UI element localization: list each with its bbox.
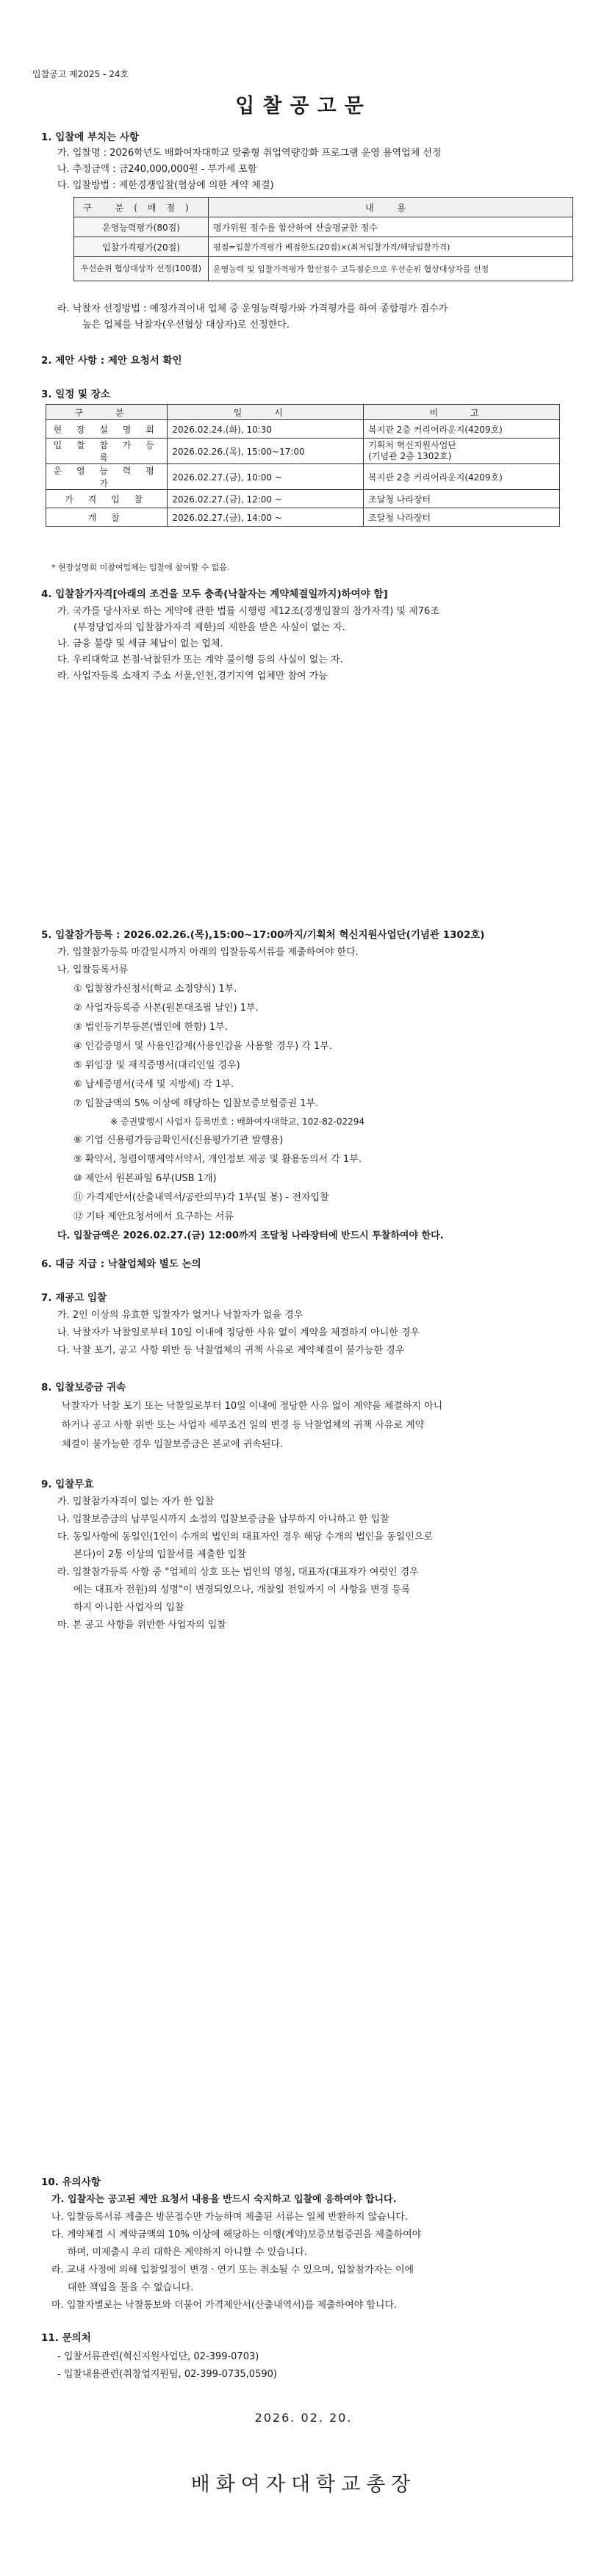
schedule-row-note: 복지관 2층 커리어라운지(4209호) <box>364 420 560 439</box>
s8-line1: 낙찰자가 낙찰 포기 또는 낙찰일로부터 10일 이내에 정당한 사유 없이 계약을 체결하지 아니 <box>62 1401 443 1412</box>
eval-row-value: 평가위원 점수를 합산하여 산술평균한 점수 <box>209 217 573 237</box>
s9-item-c-line2: 본다)이 2통 이상의 입찰서를 제출한 입찰 <box>73 1549 246 1560</box>
schedule-row-note: 조달청 나라장터 <box>364 508 560 527</box>
eval-row-key: 운영능력평가(80점) <box>74 217 209 237</box>
s4-item-a-line1: 가. 국가를 당사자로 하는 계약에 관한 법률 시행령 제12조(경쟁입찰의 참가자격) 및 제76조 <box>57 606 439 617</box>
section-3-heading: 3. 일정 및 장소 <box>41 389 110 400</box>
s5-doc-item: ② 사업자등록증 사본(원본대조필 날인) 1부. <box>73 1003 259 1014</box>
section-8-heading: 8. 입찰보증금 귀속 <box>41 1382 126 1393</box>
schedule-row-datetime: 2026.02.27.(금), 12:00 ~ <box>168 490 364 508</box>
s5-doc-item: ⑤ 위임장 및 재직증명서(대리인일 경우) <box>73 1060 240 1071</box>
schedule-header-category: 구 분 <box>46 405 168 420</box>
schedule-row-note: 조달청 나라장터 <box>364 490 560 508</box>
section-5-heading: 5. 입찰참가등록 : 2026.02.26.(목),15:00~17:00까지/기획처 혁신지원사업단(기념관 1302호) <box>41 929 485 941</box>
notice-date: 2026. 02. 20. <box>254 2411 353 2425</box>
schedule-table <box>46 404 560 527</box>
s5-doc-item: ① 입찰참가신청서(학교 소정양식) 1부. <box>73 984 237 995</box>
s10-item-c-line1: 다. 계약체결 시 계약금액의 10% 이상에 해당하는 이행(계약)보증보험증권을 제출하여야 <box>51 2229 422 2240</box>
s4-item-b: 나. 금융 불량 및 세금 체납이 없는 업체. <box>57 638 223 649</box>
evaluation-table <box>73 197 573 281</box>
schedule-header-note: 비 고 <box>364 405 560 420</box>
document-number: 입찰공고 제2025 - 24호 <box>32 69 129 79</box>
s9-item-a: 가. 입찰참가자격이 없는 자가 한 입찰 <box>57 1496 215 1507</box>
s1-item-b: 나. 추정금액 : 금240,000,000원 - 부가세 포함 <box>57 164 257 175</box>
s7-item-a: 가. 2인 이상의 유효한 입찰자가 없거나 낙찰자가 없을 경우 <box>57 1310 304 1321</box>
s5-item-a: 가. 입찰참가등록 마감일시까지 아래의 입찰등록서류를 제출하여야 한다. <box>57 947 359 958</box>
s5-doc-item: ④ 인감증명서 및 사용인감계(사용인감을 사용할 경우) 각 1부. <box>73 1041 332 1052</box>
schedule-row-category: 현 장 설 명 회 <box>46 420 168 439</box>
section-7-heading: 7. 재공고 입찰 <box>41 1292 107 1304</box>
s4-item-c: 다. 우리대학교 본점·낙찰된가 또는 계약 불이행 등의 사실이 없는 자. <box>57 654 343 665</box>
s10-item-e: 마. 입찰자별로는 낙찰통보와 더불어 가격제안서(산출내역서)를 제출하여야 합니다. <box>51 2300 398 2311</box>
section-10-heading: 10. 유의사항 <box>41 2176 101 2188</box>
s8-line3: 체결이 불가능한 경우 입찰보증금은 본교에 귀속된다. <box>62 1439 284 1450</box>
schedule-row-datetime: 2026.02.26.(목), 15:00~17:00 <box>168 439 364 464</box>
schedule-row-datetime: 2026.02.27.(금), 14:00 ~ <box>168 508 364 527</box>
s9-item-d-line3: 하지 아니한 사업자의 입찰 <box>73 1602 184 1613</box>
s10-item-d-line2: 대한 책임을 물을 수 없습니다. <box>68 2282 194 2293</box>
s5-doc-note: ※ 증권발행시 사업자 등록번호 : 배화여자대학교, 102-82-02294 <box>110 1116 365 1127</box>
s5-item-c: 다. 입찰금액은 2026.02.27.(금) 12:00까지 조달청 나라장터에 반드시 투찰하여야 한다. <box>57 1230 444 1241</box>
s5-doc-item: ③ 법인등기부등본(법인에 한함) 1부. <box>73 1022 228 1033</box>
s9-item-e: 마. 본 공고 사항을 위반한 사업자의 입찰 <box>57 1620 226 1631</box>
page-title: 입찰공고문 <box>235 95 372 118</box>
schedule-row-category: 가 격 입 찰 <box>46 490 168 508</box>
section-2-heading: 2. 제안 사항 : 제안 요청서 확인 <box>41 355 182 367</box>
s5-doc-item: ⑧ 기업 신용평가등급확인서(신용평가기관 발행용) <box>73 1135 284 1146</box>
s7-item-c: 다. 낙찰 포기, 공고 사항 위반 등 낙찰업체의 귀책 사유로 계약체결이 불가능한 경우 <box>57 1345 405 1356</box>
s9-item-d-line2: 에는 대표자 전원)의 성명"이 변경되었으나, 개찰일 전일까지 이 사항을 변경 등록 <box>73 1584 411 1595</box>
section-4-heading: 4. 입찰참가자격[아래의 조건을 모두 충족(낙찰자는 계약체결일까지)하여야 함] <box>41 588 388 600</box>
contact-content: - 입찰내용관련(취창업지원팀, 02-399-0735,0590) <box>57 2369 277 2380</box>
eval-header-content: 내 용 <box>209 198 573 217</box>
s10-item-b: 나. 입찰등록서류 제출은 방문접수만 가능하며 제출된 서류는 일체 반환하지 않습니다. <box>51 2212 408 2223</box>
schedule-note: * 현장설명회 미참여업체는 입찰에 참여할 수 없음. <box>51 563 230 572</box>
contact-documents: - 입찰서류관련(혁신지원사업단, 02-399-0703) <box>57 2351 259 2362</box>
s10-item-a: 가. 입찰자는 공고된 제안 요청서 내용을 반드시 숙지하고 입찰에 응하여야 합니다. <box>51 2194 397 2205</box>
eval-header-category: 구 분(배점) <box>74 198 209 217</box>
s8-line2: 하거나 공고 사항 위반 또는 사업자 세부조건 일의 변경 등 낙찰업체의 귀책 사유로 계약 <box>62 1420 425 1431</box>
s5-doc-item: ⑫ 기타 제안요청서에서 요구하는 서류 <box>73 1211 234 1222</box>
section-6-heading: 6. 대금 지급 : 낙찰업체와 별도 논의 <box>41 1258 201 1270</box>
schedule-row-datetime: 2026.02.24.(화), 10:30 <box>168 420 364 439</box>
eval-row-key: 입찰가격평가(20점) <box>74 237 209 257</box>
schedule-row-datetime: 2026.02.27.(금), 10:00 ~ <box>168 464 364 490</box>
s1-item-c: 다. 입찰방법 : 제한경쟁입찰(협상에 의한 계약 체결) <box>57 180 274 191</box>
s1-item-ra-line2: 높은 업체를 낙찰자(우선협상 대상자)로 선정한다. <box>82 320 290 331</box>
s5-doc-item: ⑦ 입찰금액의 5% 이상에 해당하는 입찰보증보험증권 1부. <box>73 1098 319 1109</box>
s5-doc-item: ⑪ 가격제안서(산출내역서/공란의무)각 1부(밀 봉) - 전자입찰 <box>73 1192 329 1203</box>
s1-item-a: 가. 입찰명 : 2026학년도 배화여자대학교 맞춤형 취업역량강화 프로그램 운영 용역업체 선정 <box>57 148 442 159</box>
s9-item-b: 나. 입찰보증금의 납부일시까지 소정의 입찰보증금을 납부하지 아니하고 한 입찰 <box>57 1514 389 1525</box>
s9-item-d-line1: 라. 입찰참가등록 사항 중 "업체의 상호 또는 법인의 명칭, 대표자(대표자가 여럿인 경우 <box>57 1567 419 1578</box>
eval-row-value: 운영능력 및 입찰가격평가 합산점수 고득점순으로 우선순위 협상대상자를 선정 <box>209 257 573 281</box>
s10-item-d-line1: 라. 교내 사정에 의해 입찰일정이 변경 · 연기 또는 취소될 수 있으며, 입찰참가자는 이에 <box>51 2265 414 2276</box>
s1-item-ra-line1: 라. 낙찰자 선정방법 : 예정가격이내 업체 중 운영능력평가와 가격평가를 하여 종합평가 점수가 <box>57 303 448 314</box>
schedule-header-datetime: 일 시 <box>168 405 364 420</box>
s5-doc-item: ⑩ 제안서 원본파일 6부(USB 1개) <box>73 1173 217 1184</box>
section-9-heading: 9. 입찰무효 <box>41 1479 94 1490</box>
schedule-row-category: 개 찰 <box>46 508 168 527</box>
schedule-row-note-line2: (기념관 2층 1302호) <box>368 451 452 461</box>
s4-item-a-line2: (부정당업자의 입찰참가자격 제한)의 제한을 받은 사실이 없는 자. <box>73 622 345 633</box>
s7-item-b: 나. 낙찰자가 낙찰일로부터 10일 이내에 정당한 사유 없이 계약을 체결하지 아니한 경우 <box>57 1327 420 1338</box>
s9-item-c-line1: 다. 동일사항에 동일인(1인이 수개의 법인의 대표자인 경우 해당 수개의 법인을 동일인으로 <box>57 1531 433 1543</box>
s5-doc-item: ⑥ 납세증명서(국세 및 지방세) 각 1부. <box>73 1079 234 1090</box>
schedule-row-category: 입 찰 참 가 등 록 <box>46 439 168 464</box>
schedule-row-note-line1: 기획처 혁신지원사업단 <box>368 440 456 450</box>
section-11-heading: 11. 문의처 <box>41 2332 91 2344</box>
s4-item-d: 라. 사업자등록 소재지 주소 서울,인천,경기지역 업체만 참여 가능 <box>57 671 328 682</box>
schedule-row-category: 운 영 능 력 평 가 <box>46 464 168 490</box>
section-1-heading: 1. 입찰에 부치는 사항 <box>41 131 139 143</box>
schedule-row-note <box>364 439 560 464</box>
eval-row-key: 우선순위 협상대상자 선정(100점) <box>74 257 209 281</box>
s10-item-c-line2: 하며, 미제출시 우리 대학은 계약하지 아니할 수 있습니다. <box>68 2247 308 2258</box>
s5-item-b: 나. 입찰등록서류 <box>57 964 129 975</box>
issuer-name: 배화여자대학교총장 <box>190 2473 417 2496</box>
s5-doc-item: ⑨ 확약서, 청렴이행계약서약서, 개인정보 제공 및 활용동의서 각 1부. <box>73 1154 362 1165</box>
schedule-row-note: 복지관 2층 커리어라운지(4209호) <box>364 464 560 490</box>
eval-row-value: 평점=입찰가격평가 배점한도(20점)×(최저입찰가격/해당입찰가격) <box>209 237 573 257</box>
